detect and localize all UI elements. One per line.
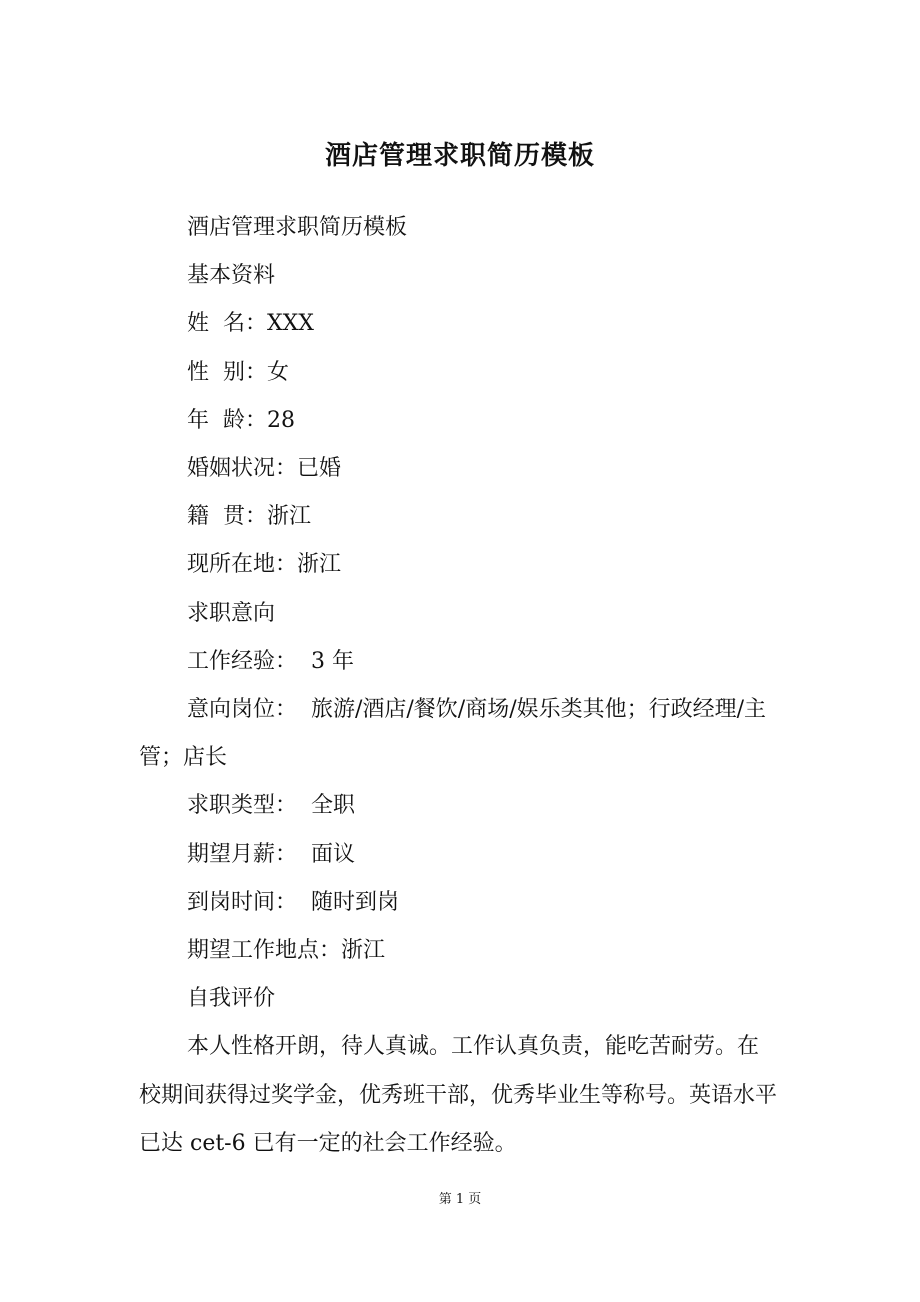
field-current-location: 现所在地：浙江 [187,552,342,578]
section-heading-basic-info: 基本资料 [187,263,276,289]
field-job-type: 求职类型： 全职 [187,793,355,819]
field-availability: 到岗时间： 随时到岗 [187,889,399,915]
section-heading-job-intention: 求职意向 [187,600,276,626]
field-work-experience: 工作经验： 3 年 [187,648,354,674]
field-name: 姓 名：XXX [187,311,314,337]
field-expected-salary: 期望月薪： 面议 [187,841,355,867]
document-title: 酒店管理求职简历模板 [324,141,595,171]
field-native-place: 籍 贯：浙江 [187,504,311,530]
self-evaluation-paragraph: 本人性格开朗，待人真诚。工作认真负责，能吃苦耐劳。在校期间获得过奖学金，优秀班干部，优秀毕业生等称号。英语水平已达 cet-6 已有一定的社会工作经验。 [139,1034,778,1156]
section-heading-self-evaluation: 自我评价 [187,986,276,1012]
field-desired-position: 意向岗位： 旅游/酒店/餐饮/商场/娱乐类其他；行政经理/主管；店长 [139,697,767,771]
subtitle-line: 酒店管理求职简历模板 [187,215,408,240]
field-gender: 性 别：女 [187,359,289,385]
page-number: 第 1 页 [438,1192,482,1207]
field-expected-work-location: 期望工作地点：浙江 [187,938,386,964]
field-marital-status: 婚姻状况：已婚 [187,456,342,482]
field-age: 年 龄：28 [187,407,295,433]
document-body [139,204,779,1168]
